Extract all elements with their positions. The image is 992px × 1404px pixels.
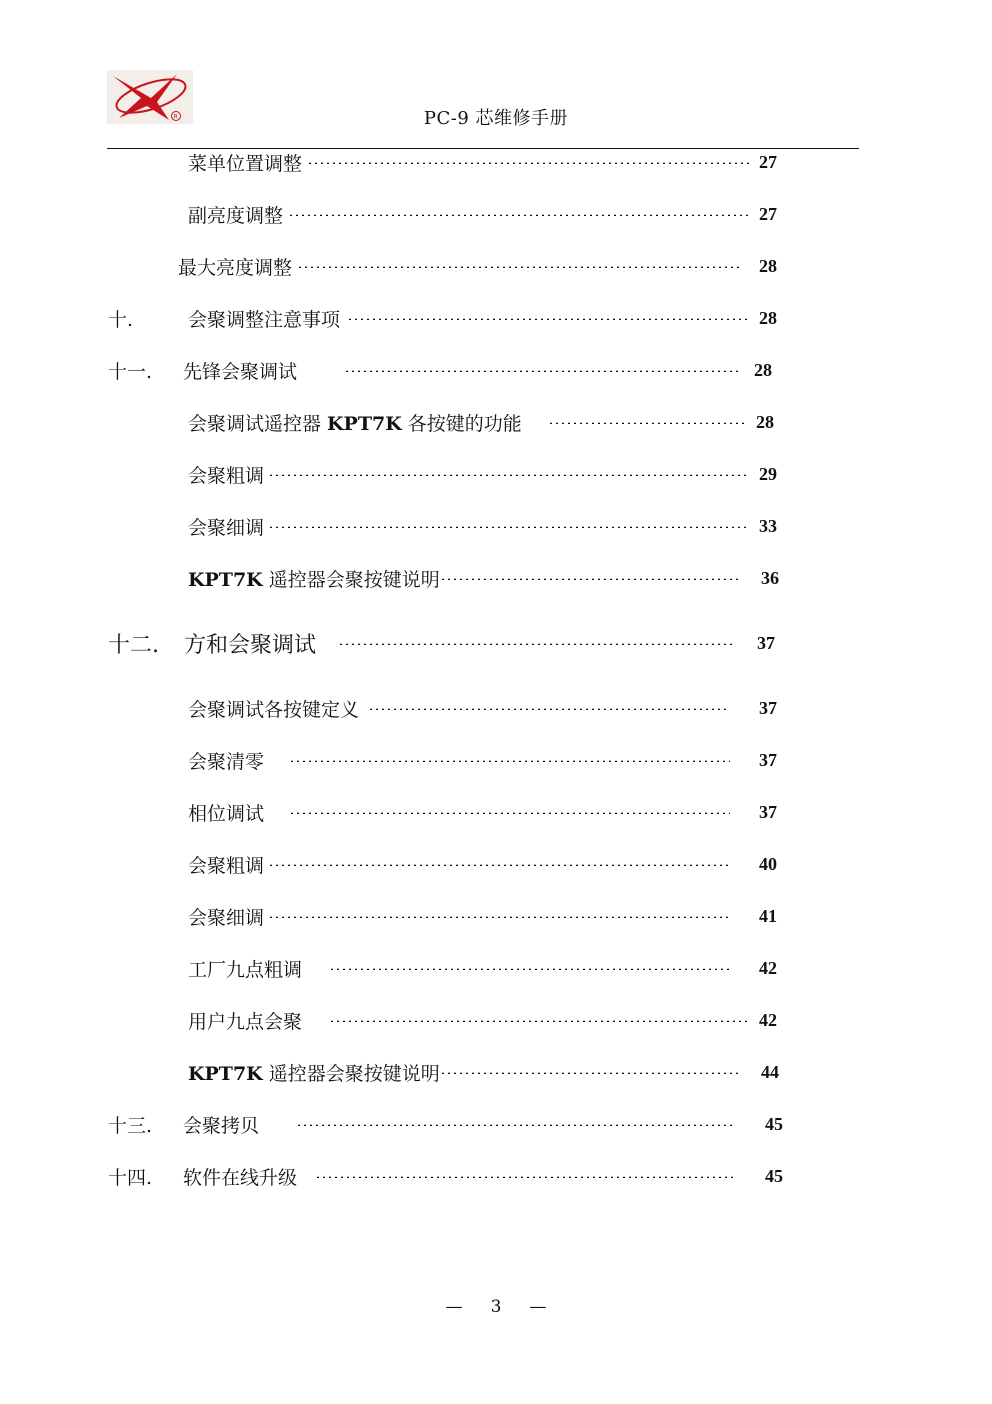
toc-title-part: KPT7K: [188, 1062, 263, 1085]
svg-text:R: R: [173, 113, 178, 121]
toc-page: 29: [759, 463, 777, 484]
toc-entry: [0, 563, 992, 593]
toc-title: [188, 1059, 440, 1086]
dot-leader: [268, 864, 730, 866]
toc-title-part: KPT7K: [327, 412, 402, 435]
toc-entry: [0, 147, 992, 177]
toc-entry: [0, 459, 992, 489]
toc-page: 37: [759, 749, 777, 770]
toc-page: 37: [759, 801, 777, 822]
toc-page: 28: [756, 411, 774, 432]
page-footer: [0, 1297, 992, 1317]
dot-leader: [329, 1020, 749, 1022]
toc-page: 27: [759, 151, 777, 172]
dot-leader: [268, 916, 730, 918]
toc-entry: [0, 1005, 992, 1035]
toc-number: 十.: [108, 308, 134, 331]
dot-leader: [344, 370, 742, 372]
toc-page: 42: [759, 957, 777, 978]
toc-entry: [0, 407, 992, 437]
dot-leader: [440, 1072, 742, 1074]
toc-entry: [0, 901, 992, 931]
dot-leader: [347, 318, 749, 320]
toc-title: 先锋会聚调试: [183, 360, 298, 383]
toc-entry: [0, 511, 992, 541]
toc-number: 十二.: [108, 632, 159, 658]
toc-entry: [0, 797, 992, 827]
toc-page: 37: [759, 697, 777, 718]
toc-title: 副亮度调整: [188, 204, 284, 227]
toc-number: 十四.: [108, 1166, 153, 1189]
toc-title: 工厂九点粗调: [188, 958, 303, 981]
toc-number: 十三.: [108, 1114, 153, 1137]
toc-title-part: KPT7K: [188, 568, 263, 591]
toc-title: 最大亮度调整: [178, 256, 293, 279]
dot-leader: [296, 1124, 733, 1126]
toc-title: 会聚拷贝: [183, 1114, 260, 1137]
toc-title: 用户九点会聚: [188, 1010, 303, 1033]
toc-title: [188, 409, 522, 436]
toc-entry: [0, 199, 992, 229]
toc-title: 相位调试: [188, 802, 265, 825]
toc-entry: [0, 1161, 992, 1191]
toc-entry: [0, 1109, 992, 1139]
toc-title-part: 会聚调试遥控器: [188, 412, 328, 435]
toc-title: 会聚调试各按键定义: [188, 698, 360, 721]
toc-entry: [0, 628, 992, 658]
footer-dash-right: —: [529, 1297, 547, 1317]
dot-leader: [440, 578, 742, 580]
dot-leader: [297, 266, 739, 268]
dot-leader: [315, 1176, 733, 1178]
dot-leader: [289, 812, 730, 814]
dot-leader: [289, 760, 730, 762]
toc-page: 28: [759, 307, 777, 328]
dot-leader: [329, 968, 730, 970]
toc-entry: [0, 849, 992, 879]
toc-page: 44: [761, 1061, 779, 1082]
toc-entry: [0, 1057, 992, 1087]
toc-entry: [0, 693, 992, 723]
footer-dash-left: —: [445, 1297, 463, 1317]
toc-title: 会聚细调: [188, 516, 265, 539]
dot-leader: [548, 422, 744, 424]
toc-entry: [0, 745, 992, 775]
toc-title: 软件在线升级: [183, 1166, 298, 1189]
toc-title-part: 遥控器会聚按键说明: [262, 1062, 440, 1085]
toc-entry: [0, 251, 992, 281]
dot-leader: [307, 162, 749, 164]
toc-title: 会聚细调: [188, 906, 265, 929]
dot-leader: [268, 526, 749, 528]
toc-page: 41: [759, 905, 777, 926]
toc-title: [188, 565, 440, 592]
toc-page: 28: [759, 255, 777, 276]
toc-entry: [0, 303, 992, 333]
toc-entry: [0, 953, 992, 983]
toc-title: 方和会聚调试: [184, 632, 317, 658]
toc-page: 42: [759, 1009, 777, 1030]
toc-title: 菜单位置调整: [188, 152, 303, 175]
toc-page: 36: [761, 567, 779, 588]
toc-number: 十一.: [108, 360, 153, 383]
toc-page: 37: [757, 632, 775, 653]
toc-page: 33: [759, 515, 777, 536]
dot-leader: [268, 474, 749, 476]
toc-page: 27: [759, 203, 777, 224]
page-number: 3: [490, 1297, 502, 1317]
manual-title: PC-9 芯维修手册: [423, 108, 569, 129]
toc-page: 45: [765, 1113, 783, 1134]
dot-leader: [288, 214, 749, 216]
toc-title: 会聚调整注意事项: [188, 308, 341, 331]
toc-title-part: 遥控器会聚按键说明: [262, 568, 440, 591]
dot-leader: [338, 643, 736, 645]
dot-leader: [368, 708, 730, 710]
toc-title: 会聚粗调: [188, 854, 265, 877]
toc-title: 会聚粗调: [188, 464, 265, 487]
toc-title: 会聚清零: [188, 750, 265, 773]
toc-page: 45: [765, 1165, 783, 1186]
toc-entry: [0, 355, 992, 385]
toc-title-part: 各按键的功能: [401, 412, 522, 435]
toc-page: 28: [754, 359, 772, 380]
toc-page: 40: [759, 853, 777, 874]
